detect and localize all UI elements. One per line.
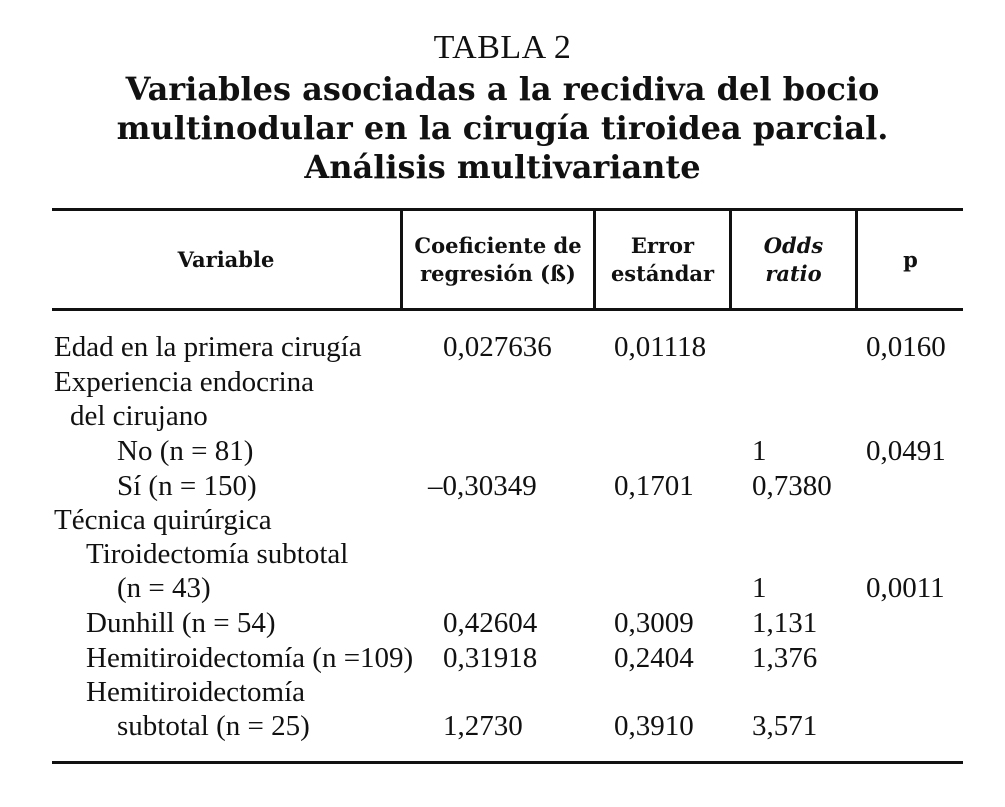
table-title bbox=[0, 70, 1005, 187]
header-odds-line-1: Odds bbox=[763, 232, 824, 258]
bottom-rule bbox=[52, 761, 963, 764]
table-row-label: No (n = 81) bbox=[117, 435, 254, 467]
title-line-3: Análisis multivariante bbox=[304, 148, 701, 186]
header-rule bbox=[52, 308, 963, 311]
table-cell-coef: –0,30349 bbox=[428, 470, 537, 502]
table-row-label: Hemitiroidectomía bbox=[86, 676, 306, 708]
table-cell-odds: 0,7380 bbox=[752, 470, 832, 502]
table-cell-odds: 1 bbox=[752, 435, 767, 467]
table-row-label: Tiroidectomía subtotal bbox=[86, 538, 349, 570]
title-line-2: multinodular en la cirugía tiroidea parcial. bbox=[116, 109, 889, 147]
header-variable bbox=[52, 211, 400, 308]
header-error-line-1: Error bbox=[630, 232, 695, 258]
table-cell-error: 0,3910 bbox=[614, 710, 694, 742]
header-coefficient-line-2: regresión (ß) bbox=[420, 260, 576, 286]
table-cell-odds: 1,376 bbox=[752, 642, 818, 674]
header-coefficient bbox=[403, 211, 593, 308]
table-row-label: Edad en la primera cirugía bbox=[54, 331, 362, 363]
table-row-label: Hemitiroidectomía (n =109) bbox=[86, 642, 414, 674]
table-cell-coef: 0,027636 bbox=[443, 331, 552, 363]
table-label: TABLA 2 bbox=[433, 29, 572, 66]
header-error-line-2: estándar bbox=[610, 260, 715, 286]
table-cell-odds: 1,131 bbox=[752, 607, 818, 639]
title-line-1: Variables asociadas a la recidiva del bocio bbox=[125, 70, 880, 108]
header-variable-text: Variable bbox=[177, 246, 275, 272]
table-row-label: Sí (n = 150) bbox=[117, 470, 257, 502]
header-error bbox=[596, 211, 729, 308]
table-row-label: del cirujano bbox=[70, 400, 208, 432]
header-odds-line-2: ratio bbox=[765, 260, 822, 286]
table-row-label: (n = 43) bbox=[117, 572, 211, 604]
table-cell-odds: 3,571 bbox=[752, 710, 818, 742]
table-row-label: subtotal (n = 25) bbox=[117, 710, 310, 742]
table-cell-error: 0,3009 bbox=[614, 607, 694, 639]
table-row-label: Técnica quirúrgica bbox=[54, 504, 272, 536]
table-row-label: Experiencia endocrina bbox=[54, 366, 315, 398]
table-cell-p: 0,0011 bbox=[866, 572, 945, 604]
header-odds-ratio bbox=[732, 211, 855, 308]
table-cell-odds: 1 bbox=[752, 572, 767, 604]
table-row-label: Dunhill (n = 54) bbox=[86, 607, 276, 639]
table-cell-error: 0,2404 bbox=[614, 642, 694, 674]
table-cell-p: 0,0160 bbox=[866, 331, 946, 363]
table-cell-coef: 0,42604 bbox=[443, 607, 538, 639]
header-p bbox=[858, 211, 963, 308]
header-coefficient-line-1: Coeficiente de bbox=[414, 232, 582, 258]
table-cell-p: 0,0491 bbox=[866, 435, 946, 467]
table-cell-coef: 0,31918 bbox=[443, 642, 538, 674]
header-p-text: p bbox=[903, 246, 918, 272]
table-cell-coef: 1,2730 bbox=[443, 710, 523, 742]
table-cell-error: 0,01118 bbox=[614, 331, 707, 363]
table-cell-error: 0,1701 bbox=[614, 470, 694, 502]
